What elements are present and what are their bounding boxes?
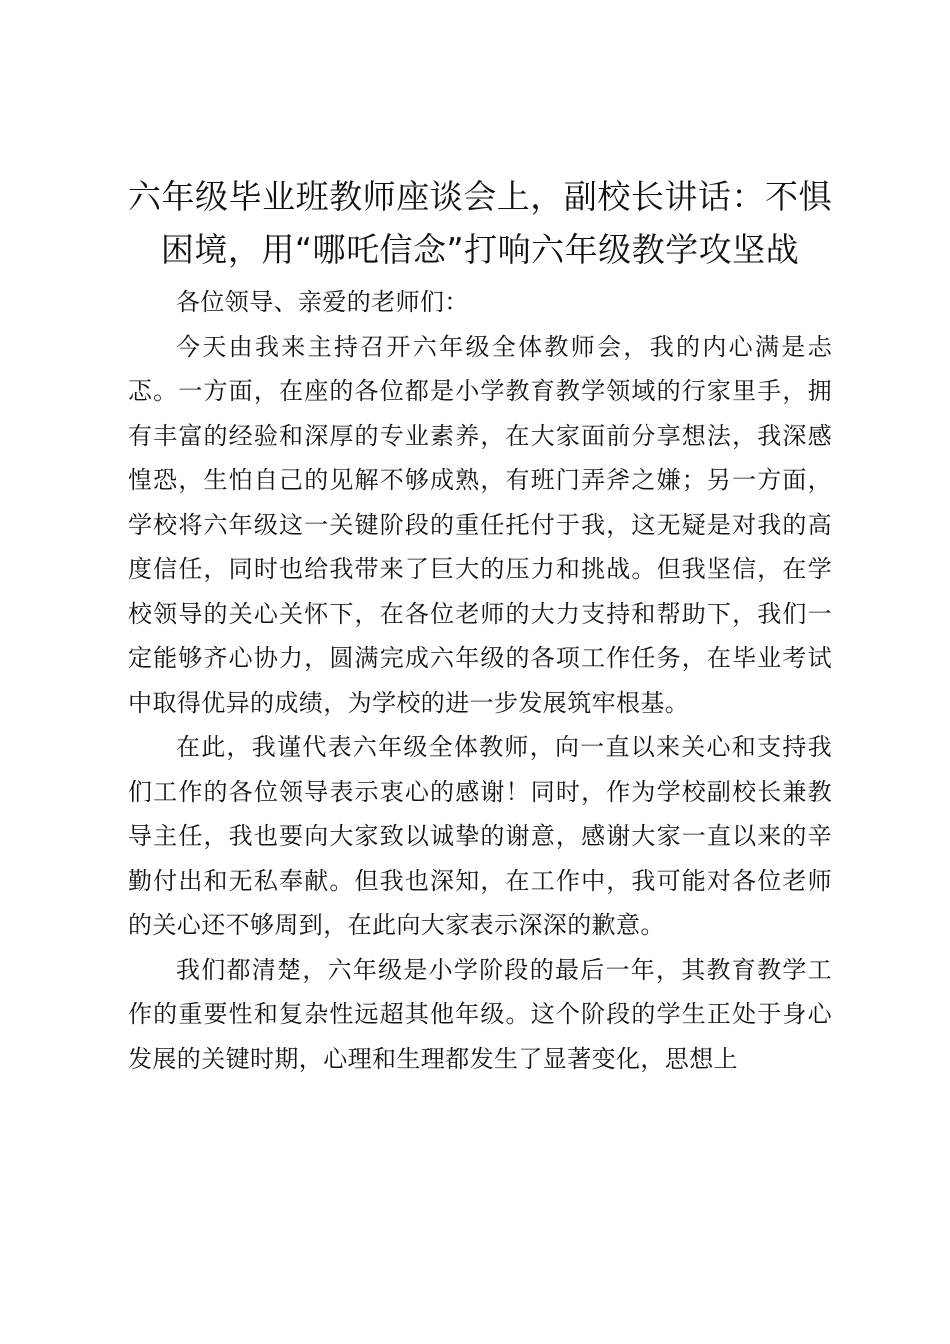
document-page xyxy=(128,170,832,1081)
paragraph-1: 今天由我来主持召开六年级全体教师会，我的内心满是忐忑。一方面，在座的各位都是小学教育教学领域的行家里手，拥有丰富的经验和深厚的专业素养，在大家面前分享想法，我深感惶恐，生怕自己的见解不够成熟，有班门弄斧之嫌；另一方面，学校将六年级这一关键阶段的重任托付于我，这无疑是对我的高度信任，同时也给我带来了巨大的压力和挑战。但我坚信，在学校领导的关心关怀下，在各位老师的大力支持和帮助下，我们一定能够齐心协力，圆满完成六年级的各项工作任务，在毕业考试中取得优异的成绩，为学校的进一步发展筑牢根基。 xyxy=(128,332,832,717)
document-body xyxy=(128,280,832,1081)
paragraph-2: 在此，我谨代表六年级全体教师，向一直以来关心和支持我们工作的各位领导表示衷心的感谢！同时，作为学校副校长兼教导主任，我也要向大家致以诚挚的谢意，感谢大家一直以来的辛勤付出和无私奉献。但我也深知，在工作中，我可能对各位老师的关心还不够周到，在此向大家表示深深的歉意。 xyxy=(128,733,832,939)
paragraph-3: 我们都清楚，六年级是小学阶段的最后一年，其教育教学工作的重要性和复杂性远超其他年级。这个阶段的学生正处于身心发展的关键时期，心理和生理都发生了显著变化，思想上 xyxy=(128,955,832,1073)
document-title: 六年级毕业班教师座谈会上，副校长讲话：不惧困境，用“哪吒信念”打响六年级教学攻坚战 xyxy=(128,177,832,269)
salutation: 各位领导、亲爱的老师们： xyxy=(176,288,469,316)
